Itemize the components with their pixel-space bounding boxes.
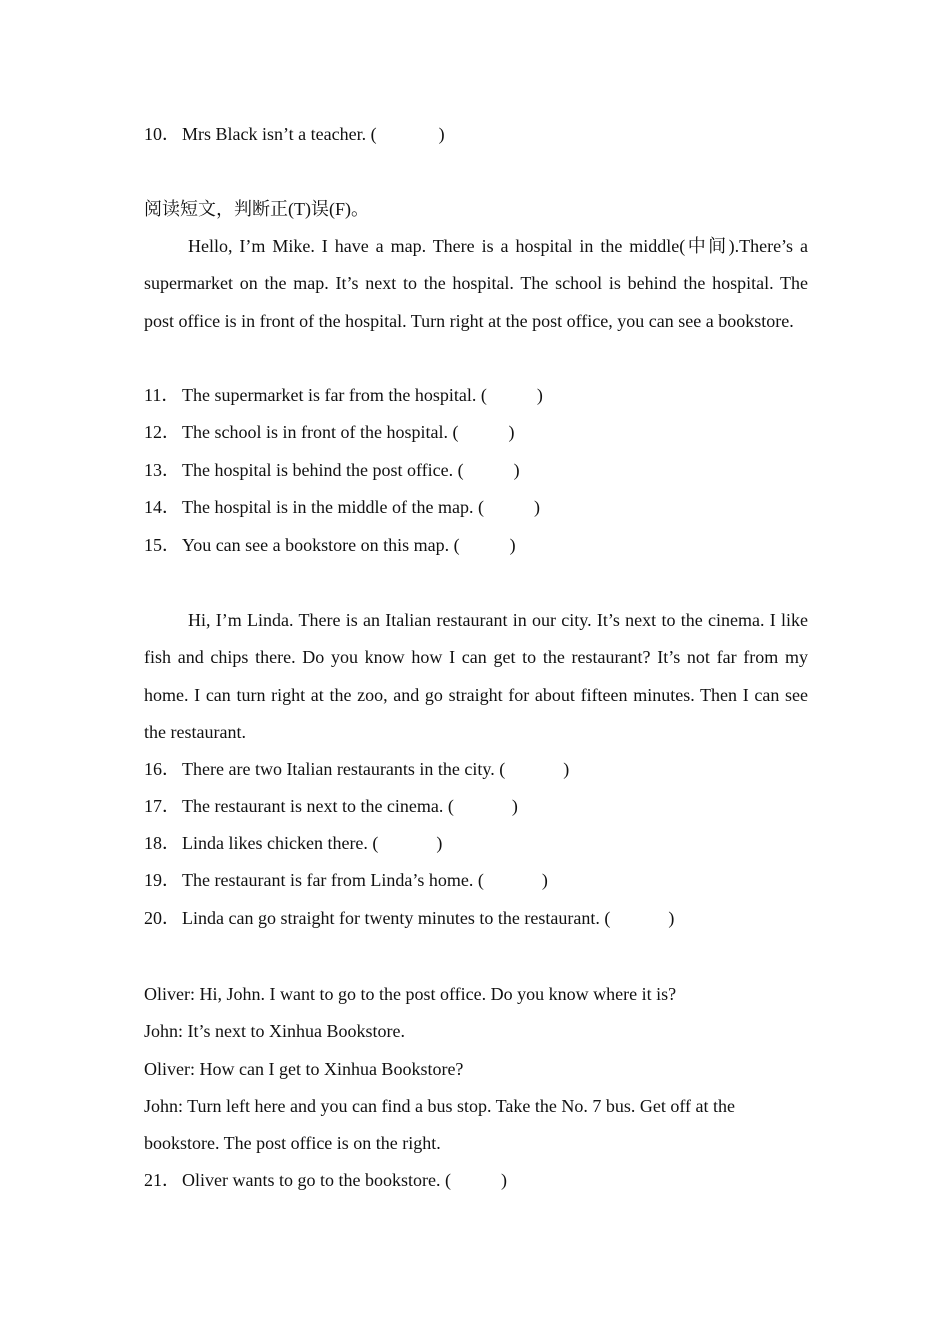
answer-close-paren: ) bbox=[533, 497, 540, 517]
question-number: 17． bbox=[144, 796, 180, 816]
dialogue-line: John: It’s next to Xinhua Bookstore. bbox=[144, 1021, 405, 1042]
question-14 bbox=[144, 496, 540, 518]
question-20 bbox=[144, 907, 674, 929]
dialogue-line: Oliver: How can I get to Xinhua Bookstore? bbox=[144, 1058, 464, 1079]
question-number: 11． bbox=[144, 385, 180, 405]
dialogue-line: Oliver: Hi, John. I want to go to the post office. Do you know where it is? bbox=[144, 984, 677, 1004]
question-text: Mrs Black isn’t a teacher. ( bbox=[182, 124, 377, 144]
question-number: 15． bbox=[144, 535, 180, 555]
question-text: Linda likes chicken there. ( bbox=[182, 833, 379, 853]
question-number: 10． bbox=[144, 124, 180, 144]
question-text: You can see a bookstore on this map. ( bbox=[182, 535, 460, 555]
section-instruction: 阅读短文，判断正(T)误(F)。 bbox=[144, 199, 369, 219]
dialogue-line: John: Turn left here and you can find a bus stop. Take the No. 7 bus. Get off at the bookstore. The post office is on the right. bbox=[144, 1095, 735, 1154]
question-16 bbox=[144, 758, 569, 780]
answer-close-paren: ) bbox=[436, 833, 443, 853]
question-text: Oliver wants to go to the bookstore. ( bbox=[182, 1170, 451, 1190]
question-12 bbox=[144, 421, 514, 443]
answer-close-paren: ) bbox=[508, 422, 515, 442]
question-number: 20． bbox=[144, 908, 180, 928]
answer-close-paren: ) bbox=[563, 759, 570, 779]
answer-close-paren: ) bbox=[509, 535, 516, 555]
answer-close-paren: ) bbox=[438, 124, 445, 144]
question-number: 21． bbox=[144, 1170, 180, 1190]
question-text: The hospital is in the middle of the map. ( bbox=[182, 497, 484, 517]
question-18 bbox=[144, 832, 442, 854]
answer-close-paren: ) bbox=[511, 796, 518, 816]
answer-close-paren: ) bbox=[536, 385, 543, 405]
question-number: 16． bbox=[144, 759, 180, 779]
question-number: 19． bbox=[144, 870, 180, 890]
question-text: The school is in front of the hospital. ( bbox=[182, 422, 459, 442]
question-number: 18． bbox=[144, 833, 180, 853]
question-number: 13． bbox=[144, 460, 180, 480]
answer-close-paren: ) bbox=[541, 870, 548, 890]
question-text: The hospital is behind the post office. ( bbox=[182, 460, 464, 480]
answer-close-paren: ) bbox=[668, 908, 675, 928]
question-number: 14． bbox=[144, 497, 180, 517]
dialogue bbox=[144, 976, 808, 1162]
passage-linda: Hi, I’m Linda. There is an Italian restaurant in our city. It’s next to the cinema. I like fish and chips there. Do you know how I can get to the restaurant? It’s not far from my home. I can turn right at the zoo, and go straight for about fifteen minutes. Then I can see the restaurant. bbox=[144, 610, 808, 742]
answer-close-paren: ) bbox=[513, 460, 520, 480]
question-11 bbox=[144, 384, 543, 406]
question-number: 12． bbox=[144, 422, 180, 442]
passage-mike: Hello, I’m Mike. I have a map. There is a hospital in the middle(中间).There’s a supermarket on the map. It’s next to the hospital. The school is behind the hospital. The post office is in front of the hospital. Turn right at the post office, you can see a bookstore. bbox=[144, 236, 808, 331]
question-13 bbox=[144, 459, 520, 481]
question-19 bbox=[144, 869, 548, 891]
answer-close-paren: ) bbox=[500, 1170, 507, 1190]
question-10 bbox=[144, 123, 445, 145]
question-17 bbox=[144, 795, 518, 817]
question-text: Linda can go straight for twenty minutes to the restaurant. ( bbox=[182, 908, 611, 928]
question-text: There are two Italian restaurants in the city. ( bbox=[182, 759, 506, 779]
question-15 bbox=[144, 534, 516, 556]
question-text: The restaurant is far from Linda’s home. ( bbox=[182, 870, 484, 890]
question-21 bbox=[144, 1169, 507, 1191]
question-text: The supermarket is far from the hospital. ( bbox=[182, 385, 487, 405]
question-text: The restaurant is next to the cinema. ( bbox=[182, 796, 454, 816]
